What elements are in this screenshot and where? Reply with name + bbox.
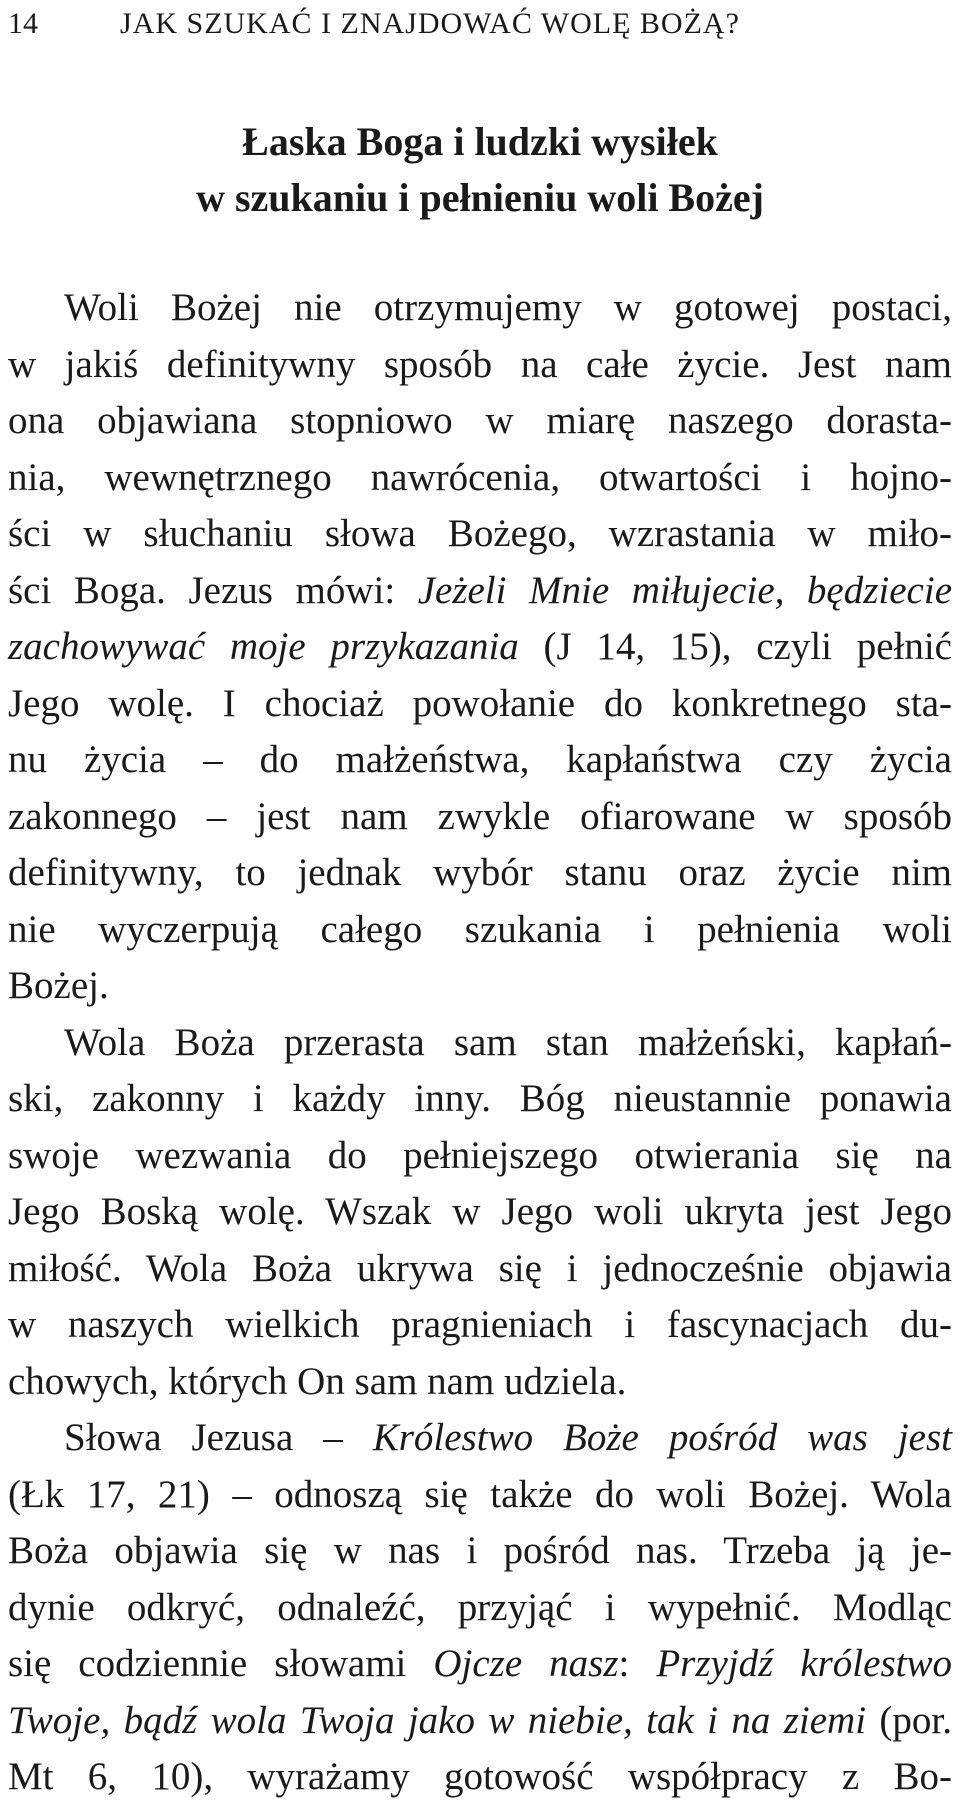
text-segment: miłość. Wola Boża ukrywa się i jednocześnie objawia — [8, 1246, 952, 1290]
text-line — [8, 1749, 952, 1806]
text-line — [8, 1015, 952, 1072]
text-segment: nia, wewnętrznego nawrócenia, otwartości i hojno- — [8, 455, 952, 499]
text-segment: Jego wolę. I chociaż powołanie do konkretnego sta- — [8, 681, 952, 725]
italic-quote: Ojcze nasz — [433, 1642, 619, 1685]
text-line — [8, 676, 952, 733]
page-number: 14 — [8, 7, 38, 40]
text-segment: Bożej. — [8, 964, 109, 1007]
text-line — [8, 337, 952, 394]
running-head — [8, 4, 948, 44]
section-title-line: Łaska Boga i ludzki wysiłek — [242, 119, 718, 164]
text-line — [8, 1128, 952, 1185]
text-segment: ści Boga. Jezus mówi: — [8, 568, 418, 612]
text-segment: Mt 6, 10), wyrażamy gotowość współpracy z Bo- — [8, 1755, 952, 1798]
text-segment: ski, zakonny i każdy inny. Bóg nieustannie ponawia — [8, 1077, 952, 1120]
text-line — [8, 1410, 952, 1467]
text-segment: w jakiś definitywny sposób na całe życie. Jest nam — [8, 342, 952, 386]
text-line — [8, 1693, 952, 1750]
text-line — [8, 506, 952, 563]
text-line — [8, 1636, 952, 1693]
section-title — [0, 114, 960, 226]
text-segment: Wola Boża przerasta sam stan małżeński, kapłań- — [64, 1020, 952, 1064]
text-line — [8, 619, 952, 676]
text-segment: chowych, których On sam nam udziela. — [8, 1359, 627, 1403]
text-line — [8, 563, 952, 620]
text-segment: Jego Boską wolę. Wszak w Jego woli ukryta jest Jego — [8, 1190, 952, 1233]
body-text — [8, 280, 952, 1806]
text-segment: się codziennie słowami — [8, 1642, 434, 1685]
text-segment: (por. — [866, 1698, 952, 1742]
text-segment: Boża objawia się w nas i pośród nas. Trzeba ją je- — [8, 1529, 952, 1572]
text-line — [8, 393, 952, 450]
text-segment: w naszych wielkich pragnieniach i fascynacjach du- — [8, 1303, 952, 1346]
section-title-line: w szukaniu i pełnieniu woli Bożej — [196, 175, 764, 220]
text-segment: ści w słuchaniu słowa Bożego, wzrastania w miło- — [8, 512, 952, 555]
text-segment: Słowa Jezusa – — [64, 1416, 373, 1459]
text-line — [8, 1467, 952, 1524]
text-segment: (Łk 17, 21) – odnoszą się także do woli Bożej. Wola — [8, 1472, 952, 1516]
text-segment: ona objawiana stopniowo w miarę naszego dorasta- — [8, 399, 952, 442]
text-line — [8, 902, 952, 959]
text-segment: : — [618, 1642, 657, 1685]
text-line — [8, 1184, 952, 1241]
text-line — [8, 845, 952, 902]
text-segment: zakonnego – jest nam zwykle ofiarowane w sposób — [8, 794, 952, 838]
text-segment: nu życia – do małżeństwa, kapłaństwa czy życia — [8, 738, 952, 781]
text-line — [8, 1071, 952, 1128]
italic-quote: Królestwo Boże pośród was jest — [372, 1416, 952, 1459]
text-segment: swoje wezwania do pełniejszego otwierania się na — [8, 1133, 952, 1177]
text-line — [8, 450, 952, 507]
text-segment: dynie odkryć, odnaleźć, przyjąć i wypełnić. Modląc — [8, 1585, 952, 1629]
text-line — [8, 732, 952, 789]
text-line — [8, 1241, 952, 1298]
text-segment: Woli Bożej nie otrzymujemy w gotowej postaci, — [64, 286, 952, 329]
text-line — [8, 1523, 952, 1580]
text-line — [8, 958, 952, 1015]
text-segment: (J 14, 15), czyli pełnić — [518, 625, 952, 668]
text-line — [8, 1297, 952, 1354]
italic-quote: zachowywać moje przykazania — [8, 625, 519, 668]
italic-quote: Przyjdź królestwo — [656, 1642, 952, 1685]
italic-quote: Twoje, bądź wola Twoja jako w niebie, tak i na ziemi — [8, 1698, 867, 1742]
text-line — [8, 789, 952, 846]
text-segment: nie wyczerpują całego szukania i pełnienia woli — [8, 907, 952, 951]
text-segment: definitywny, to jednak wybór stanu oraz życie nim — [8, 851, 952, 894]
running-title: JAK SZUKAĆ I ZNAJDOWAĆ WOLĘ BOŻĄ? — [120, 7, 740, 40]
text-line — [8, 280, 952, 337]
text-line — [8, 1354, 952, 1411]
italic-quote: Jeżeli Mnie miłujecie, będziecie — [417, 568, 953, 612]
text-line — [8, 1580, 952, 1637]
